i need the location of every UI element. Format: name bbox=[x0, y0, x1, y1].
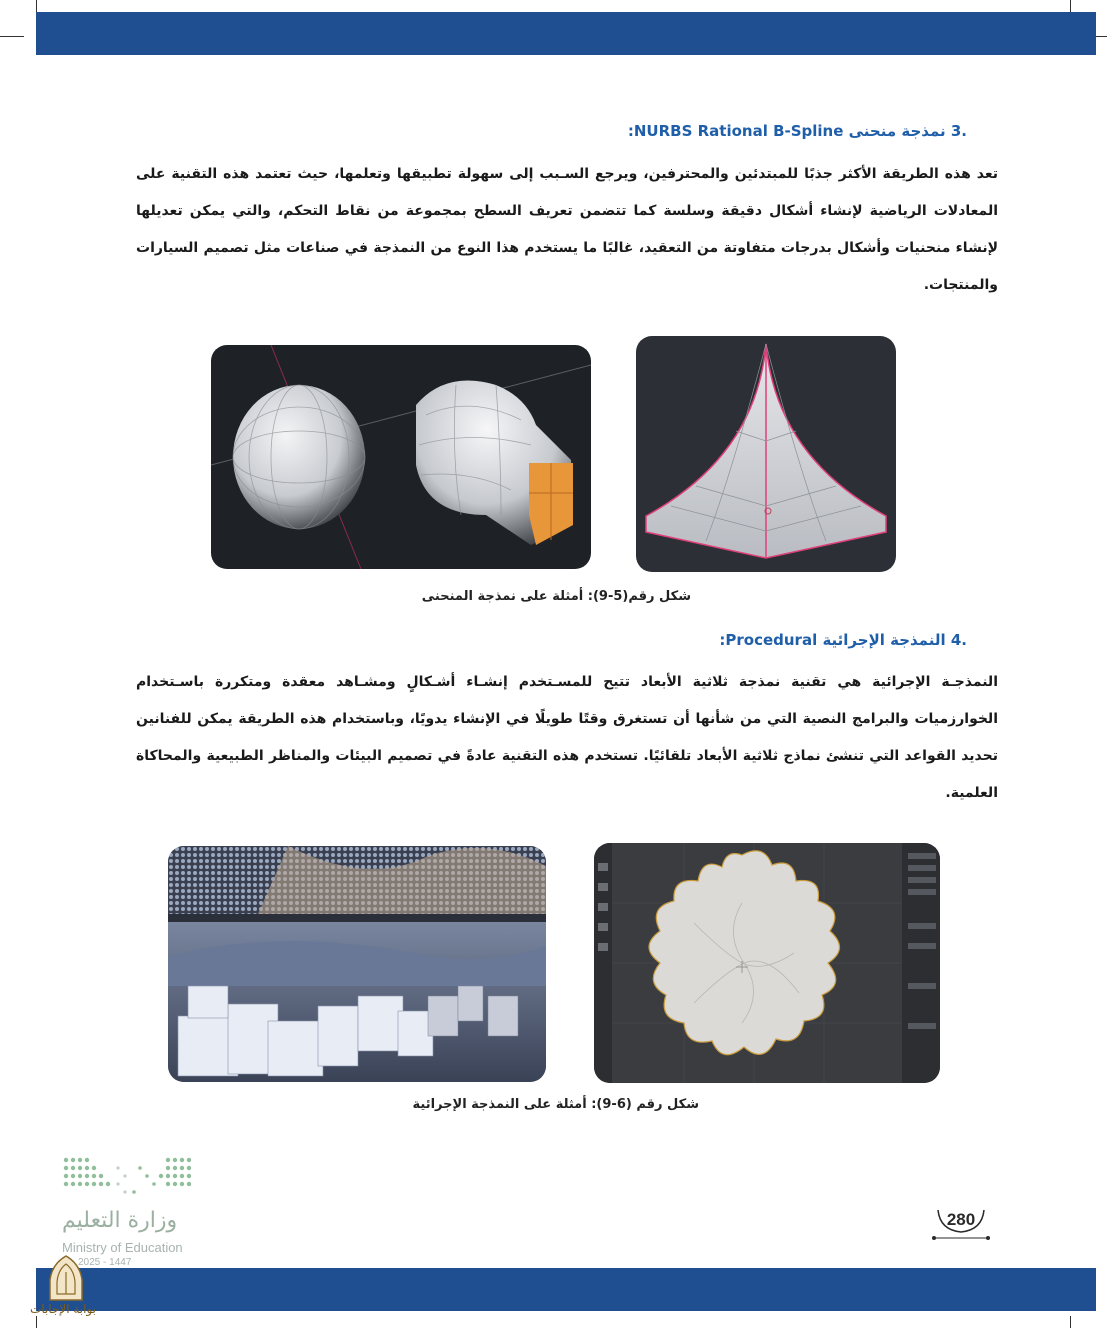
crop-mark bbox=[0, 36, 24, 37]
ministry-name-en: Ministry of Education bbox=[62, 1240, 183, 1255]
ministry-year: 2025 - 1447 bbox=[78, 1257, 132, 1268]
crop-mark bbox=[1070, 1316, 1071, 1328]
header-band bbox=[36, 12, 1096, 55]
figure-caption-nurbs: شكل رقم(5-9): أمثلة على نمذجة المنحنى bbox=[421, 589, 691, 604]
section-heading-nurbs: .3 نمذجة منحنى NURBS Rational B-Spline: bbox=[627, 122, 967, 140]
crop-mark bbox=[36, 0, 37, 12]
figure-nurbs-spheres bbox=[211, 345, 591, 569]
footer-band bbox=[36, 1268, 1096, 1311]
page-number bbox=[932, 1206, 990, 1240]
watermark-text: بوابة الإجابات bbox=[30, 1302, 97, 1316]
figure-procedural-terrain bbox=[168, 846, 546, 1082]
ministry-name-ar: وزارة التعليم bbox=[62, 1208, 178, 1233]
page-number-text: 280 bbox=[946, 1210, 976, 1229]
ministry-logo-dots bbox=[62, 1154, 198, 1198]
section-paragraph-procedural: النمذجـة الإجرائية هي تقنية نمذجة ثلاثية الأبعاد تتيح للمسـتخدم إنشـاء أشـكالٍ ومشـاهد معقدة ومتكررة باسـتخدام الخوارزميات والبرامج النصية التي من شأنها أن تستغرق وقتًا طويلًا في الإنشاء يدويًا، وباستخدام هذه الطريقة يمكن للفنانين تحديد القواعد التي تنشئ نماذج ثلاثية الأبعاد تلقائيًا. تستخدم هذه التقنية عادةً في تصميم البيئات والمناظر الطبيعية والمحاكاة العلمية. bbox=[136, 674, 998, 801]
figure-nurbs-spire bbox=[636, 336, 896, 572]
figure-procedural-flower bbox=[594, 843, 940, 1083]
watermark-emblem-icon bbox=[42, 1254, 90, 1304]
section-paragraph-nurbs: تعد هذه الطريقة الأكثر جذبًا للمبتدئين والمحترفين، ويرجع السـبب إلى سهولة تطبيقها وتعلمها، حيث تعتمد هذه التقنية على المعادلات الرياضية لإنشاء أشكال دقيقة وسلسة كما تتضمن تعريف السطح بمجموعة من نقاط التحكم، والتي يمكن تعديلها لإنشاء منحنيات وأشكال بدرجات متفاوتة من التعقيد، غالبًا ما يستخدم هذا النوع من النمذجة في صناعات مثل تصميم السيارات والمنتجات. bbox=[136, 166, 998, 293]
section-heading-procedural: .4 النمذجة الإجرائية Procedural: bbox=[719, 631, 967, 649]
figure-caption-procedural: شكل رقم (6-9): أمثلة على النمذجة الإجرائية bbox=[412, 1097, 699, 1112]
crop-mark bbox=[36, 1316, 37, 1328]
